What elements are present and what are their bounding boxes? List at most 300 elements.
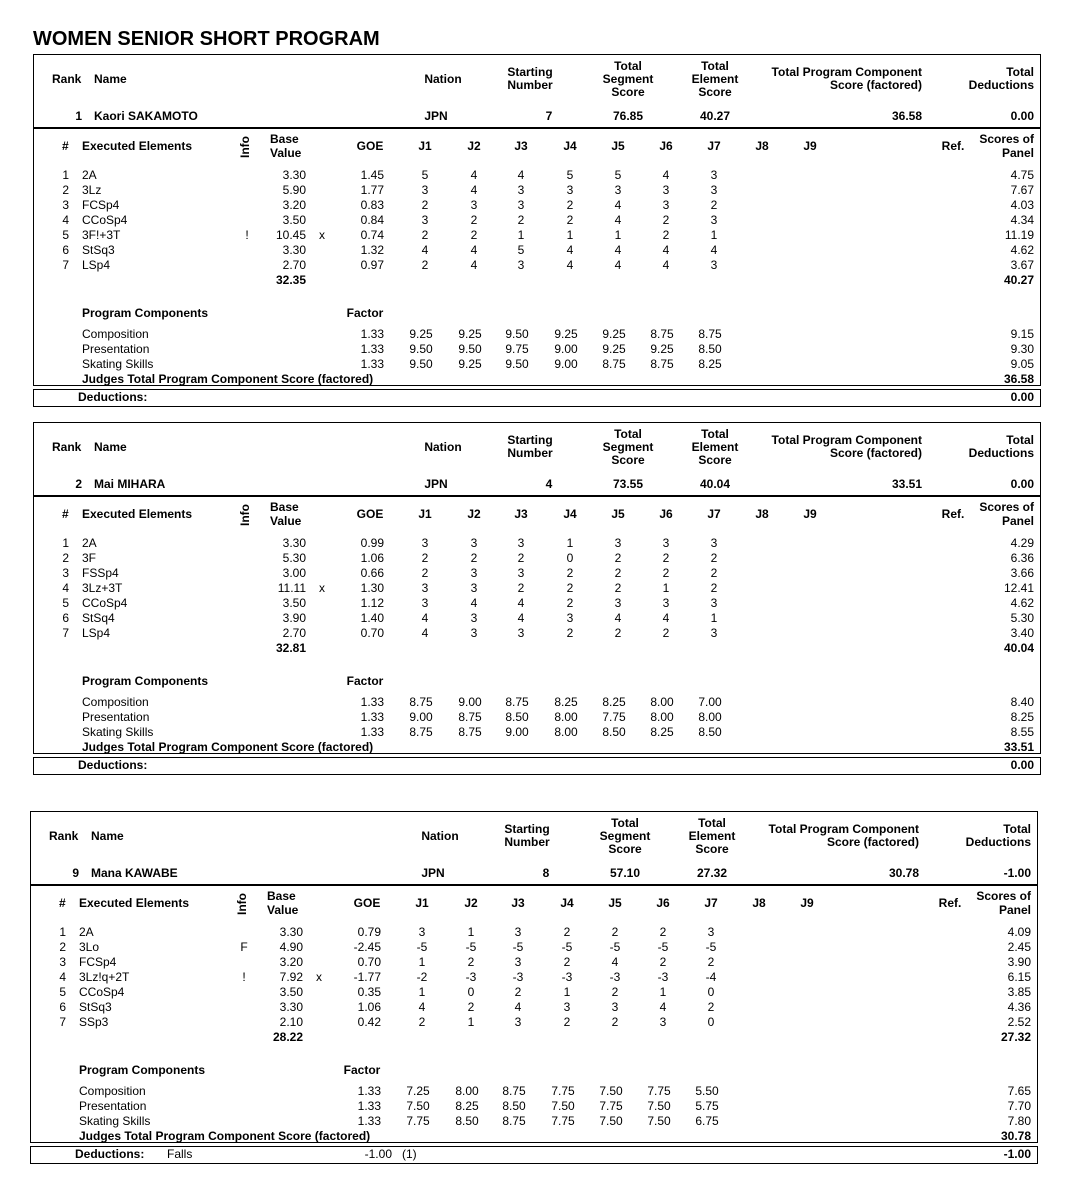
component-judge-score: 8.00 xyxy=(455,1084,479,1098)
element-goe: 0.83 xyxy=(360,198,384,212)
tss-header: Score xyxy=(608,842,642,856)
element-judge-score: -3 xyxy=(561,970,573,984)
element-bonus-mark: x xyxy=(319,581,325,595)
component-panel-score: 7.65 xyxy=(1007,1084,1031,1098)
judge-header: J3 xyxy=(514,507,528,521)
skater-total-element-score: 40.04 xyxy=(699,477,731,491)
element-judge-score: 3 xyxy=(517,626,525,640)
judge-header: J1 xyxy=(415,896,429,910)
factor-header: Factor xyxy=(346,306,384,320)
ref-header: Ref. xyxy=(938,896,962,910)
element-judge-score: 2 xyxy=(566,626,574,640)
element-judge-score: 5 xyxy=(517,243,525,257)
element-number: 6 xyxy=(62,243,69,257)
element-panel-score: 3.66 xyxy=(1010,566,1034,580)
component-panel-score: 9.30 xyxy=(1010,342,1034,356)
element-judge-score: 2 xyxy=(421,198,429,212)
component-panel-score: 8.40 xyxy=(1010,695,1034,709)
element-code: SSp3 xyxy=(79,1015,109,1029)
component-judge-score: 9.25 xyxy=(650,342,674,356)
component-factor: 1.33 xyxy=(360,710,384,724)
component-judge-score: 8.00 xyxy=(650,695,674,709)
element-number: 2 xyxy=(62,551,69,565)
judge-header: J3 xyxy=(511,896,525,910)
element-judge-score: 3 xyxy=(470,626,478,640)
component-judge-score: 9.25 xyxy=(554,327,578,341)
base-value-header: Base xyxy=(270,132,299,146)
component-judge-score: 9.00 xyxy=(554,342,578,356)
element-code: 2A xyxy=(82,536,97,550)
element-number: 1 xyxy=(59,925,66,939)
element-judge-score: 1 xyxy=(614,228,622,242)
component-judge-score: 7.75 xyxy=(602,710,626,724)
element-score-total: 40.04 xyxy=(1003,641,1034,655)
component-judge-score: 9.25 xyxy=(602,342,626,356)
component-judge-score: 9.25 xyxy=(458,327,482,341)
element-code: 3F xyxy=(82,551,97,565)
element-judge-score: 2 xyxy=(566,198,574,212)
element-judge-score: 4 xyxy=(662,258,670,272)
element-judge-score: 4 xyxy=(662,243,670,257)
pcs-header: Score (factored) xyxy=(826,835,919,849)
component-judge-score: 9.00 xyxy=(554,357,578,371)
component-judge-score: 9.50 xyxy=(505,327,529,341)
component-judge-score: 7.25 xyxy=(406,1084,430,1098)
component-judge-score: 8.50 xyxy=(698,342,722,356)
judges-total-value: 36.58 xyxy=(1003,372,1034,386)
judge-header: J9 xyxy=(800,896,814,910)
component-name: Presentation xyxy=(82,342,150,356)
component-judge-score: 5.75 xyxy=(695,1099,719,1113)
element-judge-score: 2 xyxy=(614,551,622,565)
element-judge-score: 4 xyxy=(659,1000,667,1014)
tss-header: Segment xyxy=(599,829,651,843)
element-info: ! xyxy=(245,228,249,242)
element-code: LSp4 xyxy=(82,258,111,272)
panel-header: Panel xyxy=(1001,146,1034,160)
element-number: 2 xyxy=(62,183,69,197)
element-judge-score: 2 xyxy=(710,566,718,580)
element-goe: 0.79 xyxy=(357,925,381,939)
element-code: 2A xyxy=(82,168,97,182)
deductions-header: Total xyxy=(1006,433,1034,447)
component-panel-score: 9.15 xyxy=(1010,327,1034,341)
component-judge-score: 9.50 xyxy=(505,357,529,371)
element-code: 3Lz xyxy=(82,183,102,197)
program-components-header: Program Components xyxy=(82,674,209,688)
element-judge-score: 3 xyxy=(517,198,525,212)
element-judge-score: -2 xyxy=(416,970,428,984)
element-judge-score: -3 xyxy=(465,970,477,984)
element-judge-score: 1 xyxy=(662,581,670,595)
element-number: 6 xyxy=(59,1000,66,1014)
judge-header: J4 xyxy=(560,896,574,910)
nation-header: Nation xyxy=(421,829,459,843)
element-judge-score: 1 xyxy=(710,228,718,242)
element-judge-score: 3 xyxy=(470,536,478,550)
element-judge-score: 3 xyxy=(514,925,522,939)
element-judge-score: 2 xyxy=(614,581,622,595)
element-judge-score: 4 xyxy=(514,1000,522,1014)
element-judge-score: 0 xyxy=(707,985,715,999)
component-judge-score: 9.50 xyxy=(409,342,433,356)
deductions-header: Total xyxy=(1006,65,1034,79)
element-judge-score: 0 xyxy=(566,551,574,565)
element-judge-score: 2 xyxy=(662,551,670,565)
element-judge-score: 2 xyxy=(467,1000,475,1014)
element-panel-score: 4.29 xyxy=(1010,536,1034,550)
page-title: WOMEN SENIOR SHORT PROGRAM xyxy=(33,28,380,50)
element-judge-score: 2 xyxy=(470,213,478,227)
element-base-value: 3.50 xyxy=(279,985,303,999)
element-judge-score: 3 xyxy=(470,611,478,625)
tes-header: Total xyxy=(698,816,726,830)
component-judge-score: 5.50 xyxy=(695,1084,719,1098)
element-judge-score: 5 xyxy=(421,168,429,182)
base-value-total: 32.81 xyxy=(275,641,306,655)
element-panel-score: 4.34 xyxy=(1010,213,1034,227)
element-judge-score: 2 xyxy=(566,213,574,227)
element-code: StSq3 xyxy=(82,243,115,257)
element-judge-score: 2 xyxy=(611,985,619,999)
element-judge-score: 4 xyxy=(517,611,525,625)
element-judge-score: 3 xyxy=(710,596,718,610)
tss-header: Segment xyxy=(602,440,654,454)
element-number: 5 xyxy=(62,228,69,242)
judge-header: J9 xyxy=(803,139,817,153)
component-judge-score: 8.75 xyxy=(458,710,482,724)
component-factor: 1.33 xyxy=(360,695,384,709)
element-goe: 1.12 xyxy=(360,596,384,610)
element-judge-score: 3 xyxy=(470,581,478,595)
element-base-value: 3.30 xyxy=(282,243,306,257)
deductions-total: 0.00 xyxy=(1010,758,1034,772)
element-code: CCoSp4 xyxy=(82,596,128,610)
element-info: F xyxy=(240,940,248,954)
component-panel-score: 8.55 xyxy=(1010,725,1034,739)
rank-header: Rank xyxy=(49,829,79,843)
component-judge-score: 6.75 xyxy=(695,1114,719,1128)
element-panel-score: 5.30 xyxy=(1010,611,1034,625)
info-header: Info xyxy=(238,136,252,158)
element-number: 5 xyxy=(59,985,66,999)
component-judge-score: 8.75 xyxy=(650,357,674,371)
factor-header: Factor xyxy=(346,674,384,688)
element-number: 2 xyxy=(59,940,66,954)
program-components-header: Program Components xyxy=(79,1063,206,1077)
component-panel-score: 9.05 xyxy=(1010,357,1034,371)
element-judge-score: 4 xyxy=(470,243,478,257)
element-judge-score: 2 xyxy=(566,581,574,595)
element-goe: 0.97 xyxy=(360,258,384,272)
element-judge-score: 1 xyxy=(566,228,574,242)
element-number: 1 xyxy=(62,168,69,182)
judge-header: J6 xyxy=(659,507,673,521)
nation-header: Nation xyxy=(424,440,462,454)
element-info: ! xyxy=(242,970,246,984)
num-header: # xyxy=(62,139,69,153)
element-judge-score: 2 xyxy=(662,213,670,227)
skater-total-segment-score: 76.85 xyxy=(612,109,644,123)
component-name: Composition xyxy=(79,1084,146,1098)
tes-header: Score xyxy=(698,85,732,99)
element-number: 4 xyxy=(62,213,69,227)
component-factor: 1.33 xyxy=(357,1099,381,1113)
base-value-header: Value xyxy=(270,514,302,528)
component-name: Composition xyxy=(82,327,149,341)
deductions-label: Deductions: xyxy=(75,1147,145,1161)
element-judge-score: 5 xyxy=(614,168,622,182)
element-judge-score: 2 xyxy=(710,581,718,595)
element-judge-score: 2 xyxy=(707,955,715,969)
element-judge-score: 4 xyxy=(710,243,718,257)
element-number: 3 xyxy=(62,566,69,580)
starting-header: Starting xyxy=(507,65,553,79)
skater-starting-number: 4 xyxy=(545,477,553,491)
pcs-header: Score (factored) xyxy=(829,78,922,92)
element-judge-score: 4 xyxy=(614,611,622,625)
component-judge-score: 8.75 xyxy=(698,327,722,341)
skater-total-element-score: 40.27 xyxy=(699,109,731,123)
element-judge-score: 4 xyxy=(470,168,478,182)
element-judge-score: 2 xyxy=(614,566,622,580)
judge-header: J5 xyxy=(611,139,625,153)
element-judge-score: 2 xyxy=(566,596,574,610)
component-name: Presentation xyxy=(82,710,150,724)
element-judge-score: -3 xyxy=(609,970,621,984)
element-panel-score: 4.62 xyxy=(1010,596,1034,610)
element-base-value: 3.30 xyxy=(282,536,306,550)
element-base-value: 2.70 xyxy=(282,258,306,272)
element-judge-score: 4 xyxy=(662,611,670,625)
name-header: Name xyxy=(91,829,124,843)
element-judge-score: 4 xyxy=(662,168,670,182)
element-goe: 0.42 xyxy=(357,1015,381,1029)
program-components-header: Program Components xyxy=(82,306,209,320)
base-value-header: Value xyxy=(267,903,299,917)
element-judge-score: 1 xyxy=(563,985,571,999)
element-goe: 0.70 xyxy=(357,955,381,969)
component-judge-score: 7.75 xyxy=(551,1084,575,1098)
component-judge-score: 9.75 xyxy=(505,342,529,356)
skater-total-segment-score: 73.55 xyxy=(612,477,644,491)
judge-header: J5 xyxy=(608,896,622,910)
judge-header: J1 xyxy=(418,507,432,521)
component-judge-score: 8.25 xyxy=(650,725,674,739)
element-judge-score: 0 xyxy=(707,1015,715,1029)
panel-header: Scores of xyxy=(976,889,1031,903)
element-base-value: 4.90 xyxy=(279,940,303,954)
component-judge-score: 8.50 xyxy=(455,1114,479,1128)
element-score-total: 40.27 xyxy=(1003,273,1034,287)
element-judge-score: 1 xyxy=(710,611,718,625)
base-value-total: 28.22 xyxy=(272,1030,303,1044)
element-judge-score: 1 xyxy=(566,536,574,550)
element-judge-score: -5 xyxy=(657,940,669,954)
element-bonus-mark: x xyxy=(316,970,322,984)
component-judge-score: 8.00 xyxy=(554,710,578,724)
element-panel-score: 6.15 xyxy=(1007,970,1031,984)
skater-name: Kaori SAKAMOTO xyxy=(94,109,198,123)
element-judge-score: 3 xyxy=(517,536,525,550)
tss-header: Score xyxy=(611,85,645,99)
component-judge-score: 8.25 xyxy=(455,1099,479,1113)
tss-header: Total xyxy=(614,427,642,441)
element-judge-score: 1 xyxy=(517,228,525,242)
element-judge-score: 2 xyxy=(563,925,571,939)
rank-header: Rank xyxy=(52,72,82,86)
judge-header: J1 xyxy=(418,139,432,153)
goe-header: GOE xyxy=(356,507,384,521)
skater-total-segment-score: 57.10 xyxy=(609,866,641,880)
skater-total-pcs: 30.78 xyxy=(888,866,919,880)
element-judge-score: 3 xyxy=(421,596,429,610)
element-code: 2A xyxy=(79,925,94,939)
element-code: CCoSp4 xyxy=(79,985,125,999)
deductions-total: 0.00 xyxy=(1010,390,1034,404)
component-factor: 1.33 xyxy=(360,725,384,739)
element-judge-score: 3 xyxy=(611,1000,619,1014)
element-panel-score: 4.03 xyxy=(1010,198,1034,212)
element-judge-score: 2 xyxy=(611,925,619,939)
component-panel-score: 8.25 xyxy=(1010,710,1034,724)
element-judge-score: 2 xyxy=(614,626,622,640)
pcs-header: Total Program Component xyxy=(771,433,922,447)
element-judge-score: 3 xyxy=(470,198,478,212)
element-base-value: 5.30 xyxy=(282,551,306,565)
component-judge-score: 8.75 xyxy=(602,357,626,371)
element-judge-score: 4 xyxy=(614,243,622,257)
element-base-value: 7.92 xyxy=(279,970,303,984)
judges-total-label: Judges Total Program Component Score (factored) xyxy=(82,372,374,386)
element-base-value: 3.50 xyxy=(282,596,306,610)
element-base-value: 3.50 xyxy=(282,213,306,227)
tss-header: Total xyxy=(614,59,642,73)
element-judge-score: 2 xyxy=(517,581,525,595)
panel-header: Scores of xyxy=(979,132,1034,146)
element-judge-score: 3 xyxy=(421,536,429,550)
element-judge-score: 1 xyxy=(467,1015,475,1029)
skater-total-element-score: 27.32 xyxy=(696,866,728,880)
skater-total-deductions: 0.00 xyxy=(1010,477,1034,491)
element-goe: 1.40 xyxy=(360,611,384,625)
element-panel-score: 11.19 xyxy=(1004,228,1034,242)
skater-name: Mai MIHARA xyxy=(94,477,166,491)
component-judge-score: 8.25 xyxy=(698,357,722,371)
tss-header: Score xyxy=(611,453,645,467)
element-judge-score: 1 xyxy=(418,955,426,969)
info-header: Info xyxy=(238,504,252,526)
deduction-count: (1) xyxy=(402,1147,417,1161)
deductions-label: Deductions: xyxy=(78,758,148,772)
element-goe: 0.66 xyxy=(360,566,384,580)
judge-header: J2 xyxy=(467,139,481,153)
skater-total-deductions: -1.00 xyxy=(1003,866,1031,880)
element-goe: 0.84 xyxy=(360,213,384,227)
element-panel-score: 6.36 xyxy=(1010,551,1034,565)
judge-header: J8 xyxy=(755,139,769,153)
ref-header: Ref. xyxy=(941,139,965,153)
component-judge-score: 8.50 xyxy=(505,710,529,724)
element-judge-score: 3 xyxy=(710,536,718,550)
element-judge-score: 3 xyxy=(514,1015,522,1029)
judges-total-label: Judges Total Program Component Score (factored) xyxy=(82,740,374,754)
component-judge-score: 9.50 xyxy=(458,342,482,356)
element-judge-score: 3 xyxy=(421,581,429,595)
element-judge-score: 4 xyxy=(614,198,622,212)
judge-header: J7 xyxy=(704,896,718,910)
component-judge-score: 8.75 xyxy=(502,1084,526,1098)
element-panel-score: 4.62 xyxy=(1010,243,1034,257)
element-judge-score: 3 xyxy=(710,626,718,640)
element-judge-score: 3 xyxy=(710,258,718,272)
component-judge-score: 8.75 xyxy=(505,695,529,709)
element-judge-score: 5 xyxy=(566,168,574,182)
deductions-header: Deductions xyxy=(968,78,1034,92)
skater-rank: 1 xyxy=(75,109,82,123)
element-judge-score: 3 xyxy=(517,183,525,197)
element-judge-score: 3 xyxy=(662,596,670,610)
element-judge-score: 3 xyxy=(662,183,670,197)
component-judge-score: 7.75 xyxy=(551,1114,575,1128)
component-name: Skating Skills xyxy=(79,1114,151,1128)
element-code: LSp4 xyxy=(82,626,111,640)
pcs-header: Total Program Component xyxy=(768,822,919,836)
element-judge-score: 2 xyxy=(470,228,478,242)
starting-header: Starting xyxy=(504,822,550,836)
element-base-value: 5.90 xyxy=(282,183,306,197)
panel-header: Scores of xyxy=(979,500,1034,514)
panel-header: Panel xyxy=(1001,514,1034,528)
element-judge-score: 2 xyxy=(517,551,525,565)
element-code: StSq3 xyxy=(79,1000,112,1014)
judge-header: J8 xyxy=(752,896,766,910)
executed-elements-header: Executed Elements xyxy=(82,507,193,521)
element-judge-score: 3 xyxy=(421,213,429,227)
judges-total-label: Judges Total Program Component Score (factored) xyxy=(79,1129,371,1143)
element-panel-score: 4.09 xyxy=(1007,925,1031,939)
element-number: 7 xyxy=(62,258,69,272)
component-judge-score: 7.50 xyxy=(647,1114,671,1128)
component-judge-score: 8.00 xyxy=(554,725,578,739)
element-judge-score: 2 xyxy=(707,1000,715,1014)
element-judge-score: 3 xyxy=(566,183,574,197)
element-judge-score: 0 xyxy=(467,985,475,999)
judge-header: J3 xyxy=(514,139,528,153)
component-judge-score: 9.25 xyxy=(409,327,433,341)
element-code: FCSp4 xyxy=(82,198,120,212)
element-judge-score: 4 xyxy=(418,1000,426,1014)
component-judge-score: 8.75 xyxy=(502,1114,526,1128)
element-goe: 1.45 xyxy=(360,168,384,182)
element-base-value: 3.30 xyxy=(279,1000,303,1014)
skater-nation: JPN xyxy=(424,477,448,491)
component-judge-score: 8.75 xyxy=(458,725,482,739)
pcs-header: Score (factored) xyxy=(829,446,922,460)
element-judge-score: 4 xyxy=(421,626,429,640)
deductions-label: Deductions: xyxy=(78,390,148,404)
num-header: # xyxy=(62,507,69,521)
element-judge-score: -5 xyxy=(705,940,717,954)
element-judge-score: 4 xyxy=(470,183,478,197)
element-code: 3Lo xyxy=(79,940,100,954)
element-judge-score: 1 xyxy=(418,985,426,999)
deductions-total: -1.00 xyxy=(1003,1147,1031,1161)
element-judge-score: 3 xyxy=(707,925,715,939)
element-bonus-mark: x xyxy=(319,228,325,242)
info-header: Info xyxy=(235,893,249,915)
element-judge-score: 3 xyxy=(421,183,429,197)
